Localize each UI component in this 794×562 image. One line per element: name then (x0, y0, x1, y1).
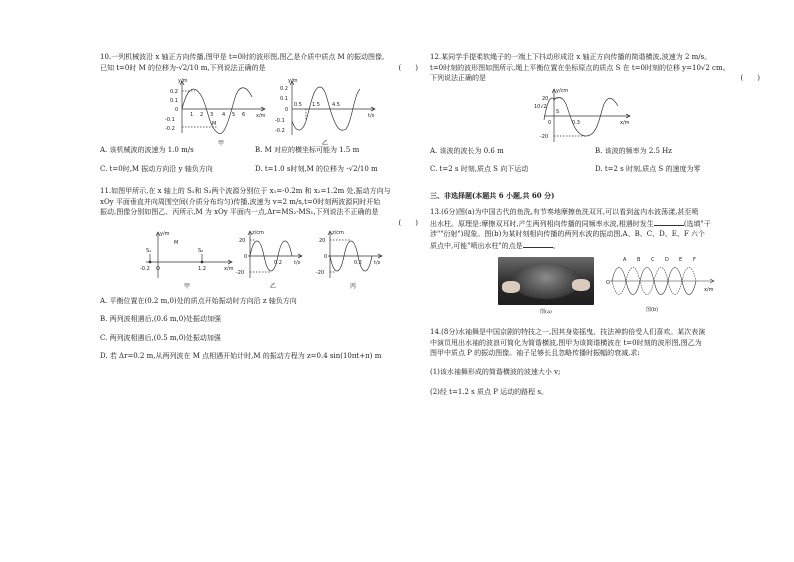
q10b-vibration-curve (292, 87, 360, 130)
q10-option-d[interactable]: D. t=1.0 s时刻,M 的位移为 -√2/10 m (255, 164, 378, 173)
q14-sub-1: (1)该水袖舞形成的简谐横波的波速大小 v; (430, 367, 561, 376)
q12-figure (534, 86, 634, 148)
q11c-caption: 丙 (350, 282, 357, 290)
q13-line2-a: 出水柱。原理是:摩擦双耳时,产生两列相向传播的同频率水波,相遇时发生 (430, 219, 654, 228)
q10-figures (100, 73, 418, 145)
q10b-ytick-2: 0 (285, 107, 289, 113)
q11a-label-s1: S₁ (146, 247, 152, 254)
q14-line1: 14.(8分)水袖舞是中国京剧的特技之一,因其身姿摇曳、技法神韵倍受人们喜欢。某次表演 (430, 328, 706, 336)
q11b-xtick-0: 0.2 (274, 259, 282, 266)
q10-answer-paren: ( ) (398, 63, 418, 72)
q10-figure-a (160, 75, 270, 147)
q10-figure-b (270, 75, 380, 147)
q11-options (100, 296, 418, 362)
q10b-ytick-4: -0.2 (275, 128, 285, 134)
q12-option-a[interactable]: A. 该波的波长为 0.6 m (430, 146, 504, 155)
q13b-point-a: A (623, 257, 627, 263)
q10a-xtick-4: 5 (232, 112, 236, 118)
q11-paren-line (100, 218, 418, 228)
q13b-origin: O (606, 280, 610, 286)
q11c-ytick-0: 20 (319, 237, 326, 244)
q11a-point-m: M (174, 239, 179, 246)
q13b-point-e: E (679, 257, 683, 263)
q11-stem-line1: 11.如图甲所示,在 x 轴上的 S₁和 S₂两个波源分别位于 x₁=-0.2m 和 x₂=1.2m 处,振动方向与 (100, 187, 391, 195)
q12-xtick-0: 0.3 (572, 119, 580, 126)
q13-line2-b: (选填"干 (683, 219, 711, 228)
q13-blank-2[interactable] (523, 240, 553, 248)
q12-ytick-2: 0 (548, 119, 552, 126)
q11-option-b[interactable]: B. 两列波相遇后,(0.6 m,0)处振动加强 (100, 315, 221, 323)
q12-stem-line3 (430, 73, 760, 84)
q10-options (100, 145, 418, 182)
q13-photo-yuxi (498, 257, 594, 305)
q13-caption-a: 图(a) (540, 309, 552, 315)
q11-figure-c (316, 228, 386, 290)
q10a-point-m: M (212, 121, 217, 127)
q10a-ytick-4: -0.2 (165, 126, 175, 132)
q11b-ytick-2: -20 (236, 269, 245, 276)
q12-figures (430, 84, 760, 146)
q13-photo-right-hand (572, 279, 590, 291)
q10a-xtick-3: 4 (222, 112, 226, 118)
q11-figures (100, 228, 418, 290)
q11b-caption: 乙 (270, 282, 277, 290)
q10a-ytick-0: 0.2 (170, 89, 178, 95)
q13-photo-basin (512, 263, 580, 299)
q10a-xtick-2: 3 (210, 112, 214, 118)
q10b-xtick-2: 4.5 (332, 102, 340, 108)
q11a-caption: 甲 (184, 282, 191, 290)
q11c-xlabel: t/s (374, 259, 381, 266)
q11-option-a[interactable]: A. 平衡位置在(0.2 m,0)处的质点开始振动时方向沿 z 轴负方向 (100, 296, 297, 305)
q12-answer-paren: ( ) (740, 74, 760, 82)
q11-option-d[interactable]: D. 若 Δr=0.2 m,从两列波在 M 点相遇开始计时,M 的振动方程为 z=0.4 sin(10πt+π) m (100, 352, 382, 360)
q11a-xtick-1: O (156, 265, 160, 272)
q13-line2 (430, 218, 760, 230)
q11-option-c[interactable]: C. 两列波相遇后,(0.5 m,0)处振动加强 (100, 333, 221, 342)
q12-xlabel: x/m (620, 119, 630, 126)
q10-stem-line1: 10.一列机械波沿 x 轴正方向传播,图甲是 t=0时的波形图,图乙是介质中质点 M 的振动图像, (100, 53, 385, 61)
q11-figure-a (136, 228, 236, 290)
q12-stem-line1: 12.某同学手提柔软绳子的一端上下抖动形成沿 x 轴正方向传播的简谐横波,波速为 2 m/s。 (430, 53, 712, 61)
q11-stem-line3: 振动,图像分别如图乙、丙所示,M 为 xOy 平面内一点,Δr=MS₂-MS₁,下列说法不正确的是 (100, 208, 379, 216)
q10a-xtick-0: 1 (190, 112, 194, 118)
q14-line2: 中演员甩出水袖的波浪可简化为简谐横波,图甲为该简谐横波在 t=0时刻的波形图,图乙为 (430, 338, 702, 347)
q10-option-c[interactable]: C. t=0时,M 振动方向沿 y 轴负方向 (100, 164, 213, 173)
q10a-xtick-5: 6 (242, 112, 246, 118)
q10b-caption: 乙 (322, 140, 329, 147)
q10a-ytick-3: -0.1 (165, 117, 175, 123)
q10a-ylabel: y/m (178, 78, 188, 84)
q13-line4-b: 。 (552, 241, 560, 250)
q11b-ylabel: z/cm (252, 229, 264, 236)
q10b-ytick-3: -0.1 (275, 118, 285, 124)
q11a-xtick-0: -0.2 (140, 265, 150, 272)
q10b-ylabel: y/m (288, 78, 298, 84)
q11c-ylabel: z/cm (332, 229, 344, 236)
q12-stem-line2: t=0时刻的波形图如图所示,绳上平衡位置在坐标原点的质点 S 在 t=0时刻的位移 y=10√2 cm。 (430, 63, 730, 72)
q10-option-b[interactable]: B. M 对应的横坐标可能为 1.5 m (255, 146, 360, 154)
q11-figure-b (236, 228, 306, 290)
q10-stem-part-b: 已知 t=0时 M 的位移为 (100, 63, 176, 72)
q13b-caption: 图(b) (646, 307, 659, 313)
q11b-ytick-1: 0 (244, 253, 248, 260)
left-column (100, 52, 418, 370)
q11a-ylabel: y/m (160, 230, 170, 237)
q13-line4-a: 质点中,可能"喷出水柱"的点是 (430, 241, 523, 250)
q12-ylabel: y/cm (556, 87, 569, 94)
question-10 (100, 52, 418, 182)
q13b-point-b: B (637, 257, 641, 263)
q13-line1: 13.(6分)图(a)为中国古代的鱼洗,有节奏地摩擦鱼洗双耳,可以看到盆内水波荡漾,甚至喷 (430, 208, 699, 216)
q10a-caption: 甲 (218, 140, 225, 147)
q10b-xtick-0: 0.5 (294, 102, 302, 108)
q10a-ytick-2: 0 (175, 107, 179, 113)
q11b-ytick-0: 20 (239, 237, 246, 244)
question-13 (430, 207, 760, 317)
q12-stem-part-c: 下列说法正确的是 (430, 74, 486, 82)
q12-option-c[interactable]: C. t=2 s 时刻,质点 S 向下运动 (430, 165, 529, 173)
q12-option-b[interactable]: B. 该波的频率为 2.5 Hz (595, 146, 672, 155)
q11-stem-line2: xOy 平面垂直并向周围空间(介质分布均匀)传播,波速为 v=2 m/s,t=0时刻两波源同时开始 (100, 197, 381, 206)
q11c-ytick-1: 0 (324, 253, 328, 260)
q11a-xtick-2: 1.2 (198, 265, 206, 272)
q14-sub-2: (2)经 t=1.2 s 质点 P 运动的路程 s。 (430, 388, 548, 396)
q10b-ytick-0: 0.2 (280, 86, 288, 92)
section-3-heading: 三、非选择题(本题共 6 小题,共 60 分) (430, 190, 555, 200)
q12-option-d[interactable]: D. t=2 s 时刻,质点 S 的速度为零 (595, 165, 701, 173)
q11-answer-paren: ( ) (398, 218, 418, 227)
q10-stem-line2 (100, 63, 418, 74)
q10b-xlabel: t/s (368, 113, 375, 119)
q11a-xlabel: x/m (224, 265, 234, 272)
q13b-point-f: F (693, 257, 696, 263)
q13-line3: 涉""衍射")现象。图(b)为某时刻相向传播的两列水波的振动图,A、B、C、D、E、F 六个 (430, 230, 705, 238)
q11b-xlabel: t/s (294, 259, 301, 266)
q10-stem-fraction: -√2/10 (175, 63, 199, 72)
q12-options (430, 146, 760, 183)
q13-blank-1[interactable] (654, 218, 684, 226)
q13b-point-d: D (665, 257, 669, 263)
q13b-point-c: C (651, 257, 655, 263)
q10-stem-part-c: m,下列说法正确的是 (198, 63, 266, 72)
q11c-ytick-2: -20 (316, 269, 325, 276)
q10b-ytick-1: 0.1 (280, 96, 288, 102)
question-12 (430, 52, 760, 183)
q12-point-s: S (556, 108, 560, 115)
right-column (430, 52, 760, 398)
q10a-xlabel: x/m (256, 113, 266, 119)
q12-ytick-1: 10√2 (534, 103, 547, 110)
q12-ytick-0: 20 (542, 95, 549, 102)
question-14 (430, 327, 760, 398)
q14-line3: 图甲中质点 P 的振动图像。袖子足够长且忽略传播时振幅的衰减,求: (430, 349, 640, 357)
question-11 (100, 186, 418, 362)
q12-ytick-3: -20 (540, 133, 549, 140)
q10-option-a[interactable]: A. 该机械波的波速为 1.0 m/s (100, 146, 194, 154)
q13b-xlabel: x/m (704, 287, 714, 293)
q13-photo-left-hand (502, 281, 520, 293)
q13-figure-b (606, 251, 716, 313)
q12-wave-curve (544, 97, 618, 136)
q10a-xtick-1: 2 (200, 112, 204, 118)
q11a-label-s2: S₂ (198, 247, 204, 254)
q10a-ytick-1: 0.1 (170, 98, 178, 104)
q10b-xtick-1: 1.5 (312, 102, 320, 108)
q11c-xtick-0: 0.2 (354, 259, 362, 266)
q13-figures (430, 251, 760, 317)
q13-line4 (430, 240, 760, 252)
